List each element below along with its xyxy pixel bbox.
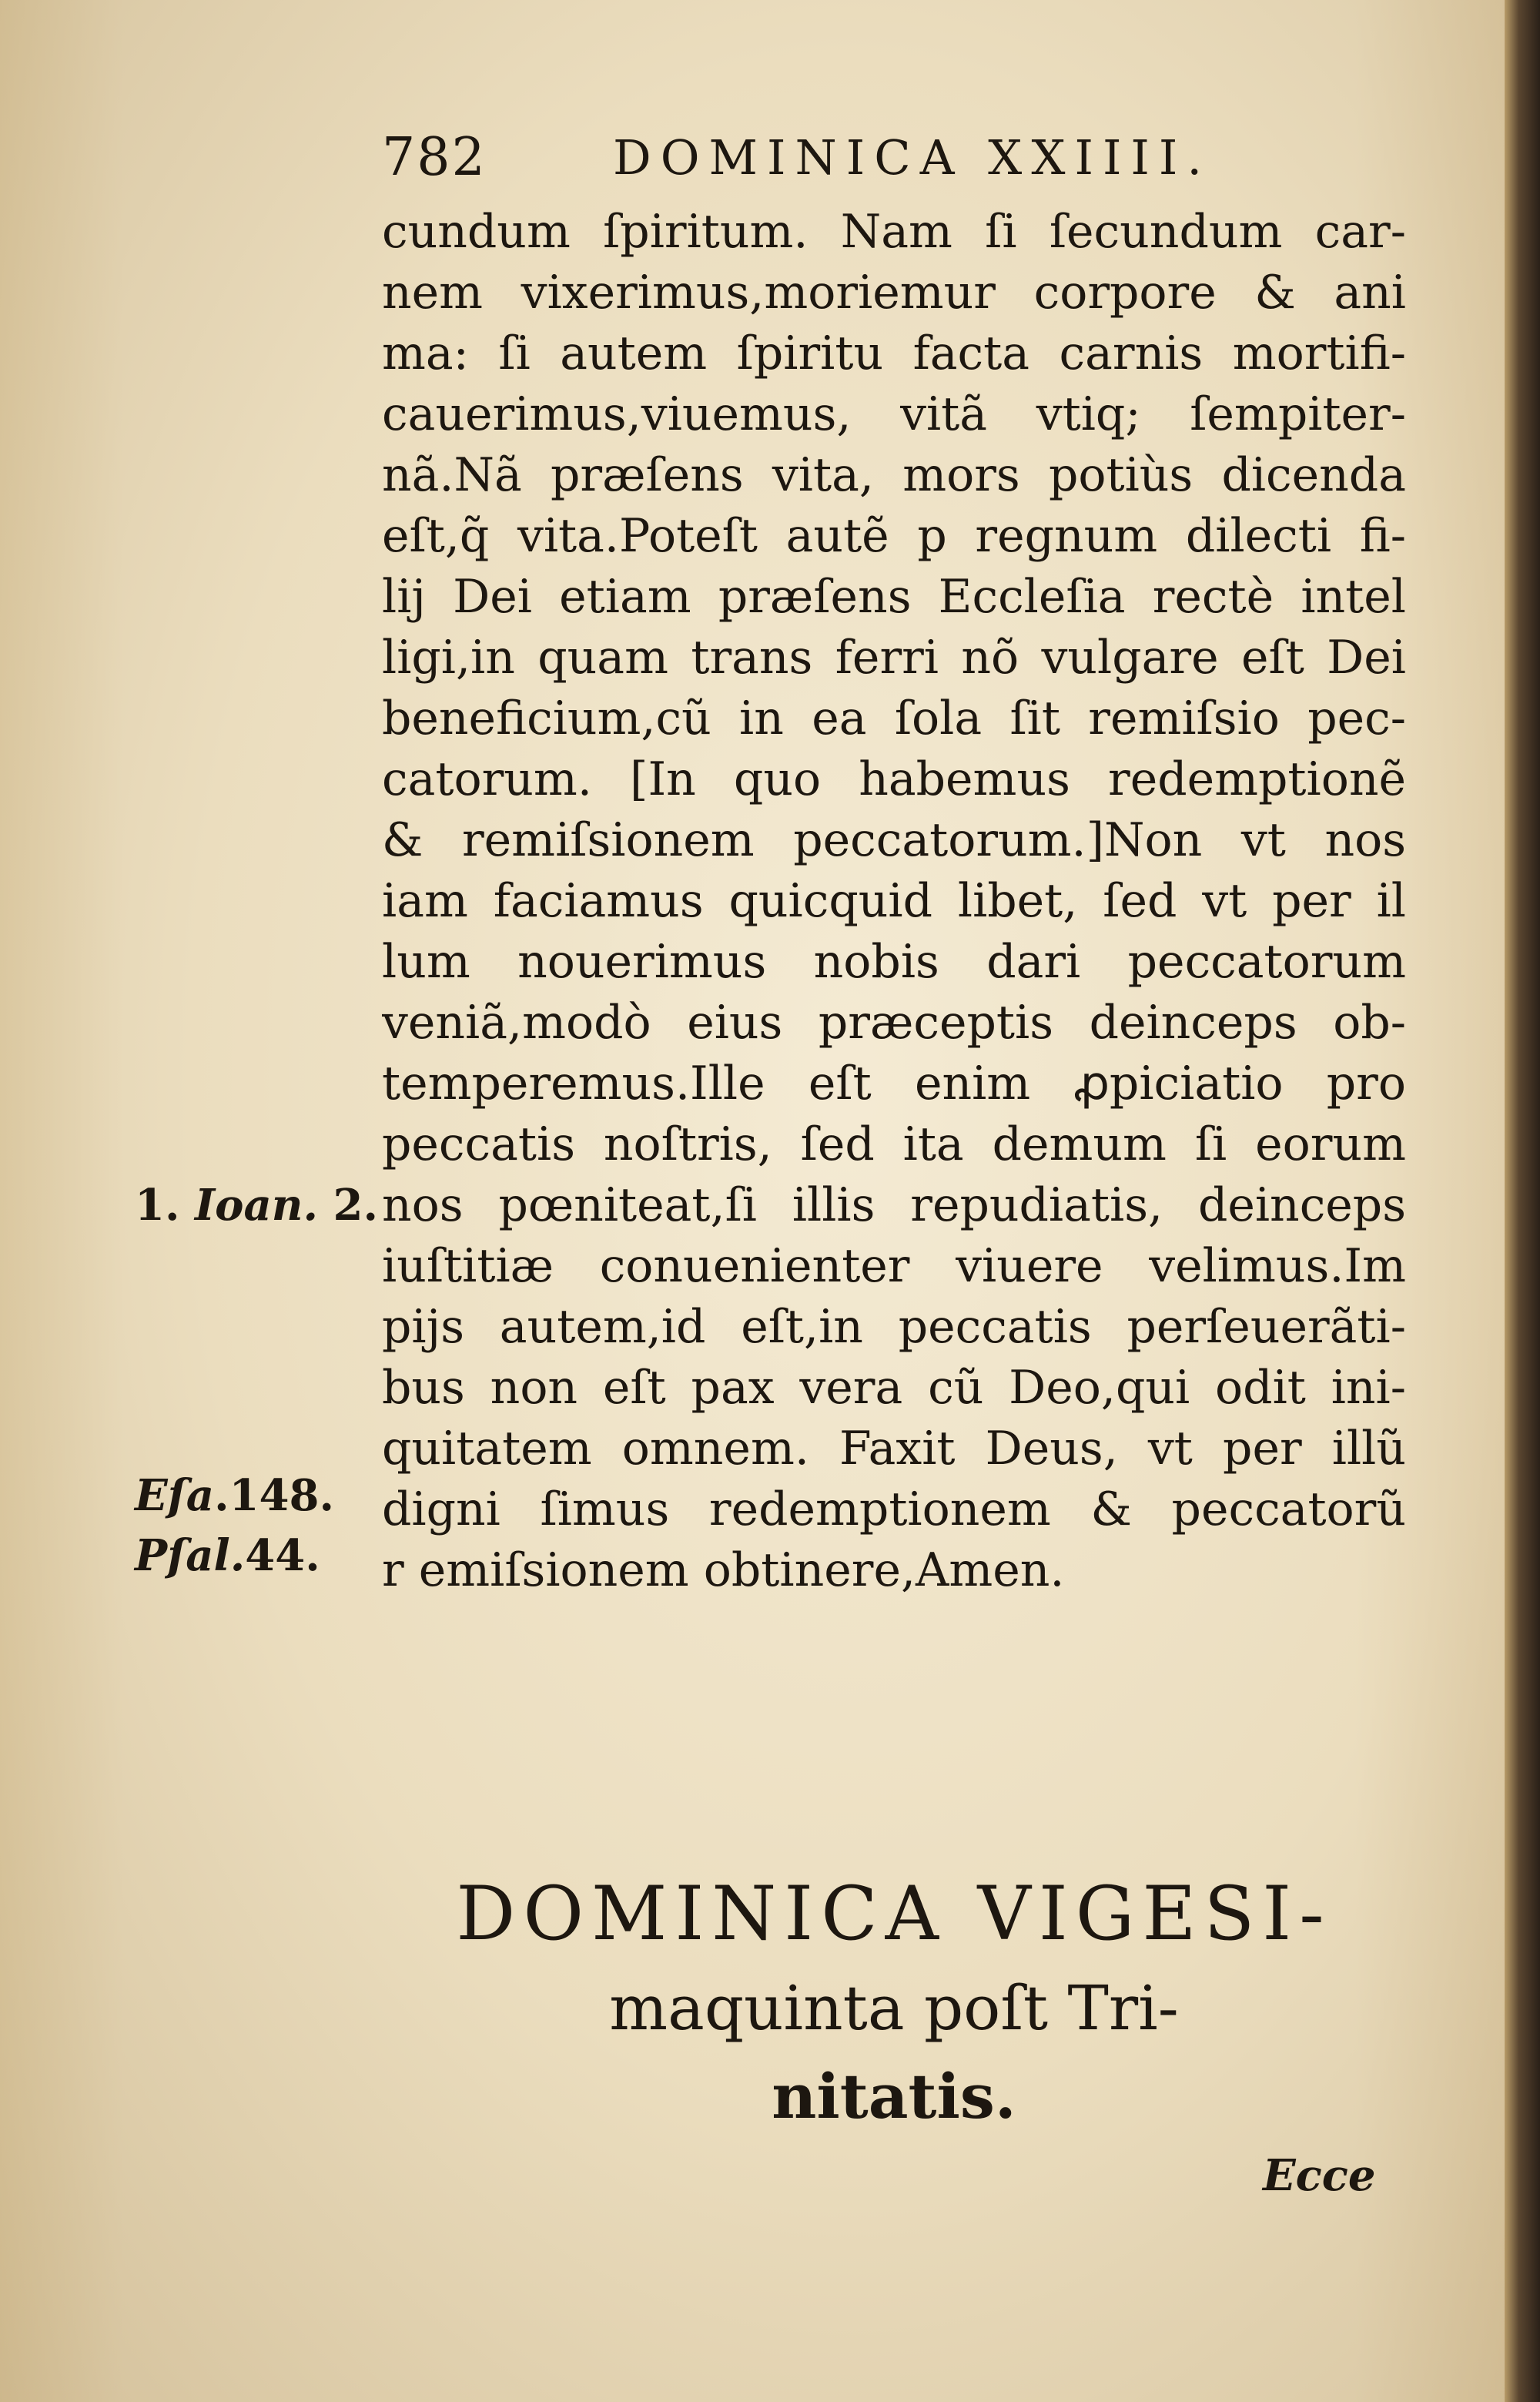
- margin-note-ioan: [135, 1178, 378, 1232]
- text-line: nem vixerimus,moriemur corpore & ani: [382, 266, 1406, 320]
- text-line: iam faciamus quicquid libet, ſed vt per il: [382, 874, 1406, 928]
- text-line: cundum ſpiritum. Nam ſi ſecundum car-: [382, 205, 1406, 259]
- text-line: & remiſsionem peccatorum.]Non vt nos: [382, 813, 1406, 867]
- text-line: ligi,in quam trans ferri nõ vulgare eſt Dei: [382, 631, 1406, 685]
- text-line: quitatem omnem. Faxit Deus, vt per illũ: [382, 1422, 1406, 1476]
- book-gutter: [1505, 0, 1540, 2402]
- text-line: digni ſimus redemptionem & peccatorũ: [382, 1482, 1406, 1536]
- margin-note-book: Pſal.: [135, 1530, 246, 1581]
- catchword: Ecce: [1263, 2150, 1376, 2201]
- text-line: peccatis noſtris, ſed ita demum ſi eorum: [382, 1117, 1406, 1171]
- section-title-line-1: DOMINICA VIGESI-: [456, 1871, 1332, 1957]
- margin-note-psal: [135, 1529, 320, 1583]
- margin-note-esa: [135, 1469, 334, 1523]
- text-line: ma: ſi autem ſpiritu facta carnis mortifi-: [382, 327, 1406, 380]
- text-line: cauerimus,viuemus, vitã vtiq; ſempiter-: [382, 387, 1406, 441]
- page-number: 782: [382, 127, 487, 188]
- margin-note-ref: 44.: [245, 1530, 320, 1581]
- section-title: [382, 1864, 1406, 2141]
- text-line: iuſtitiæ conuenienter viuere velimus.Im: [382, 1239, 1406, 1293]
- text-line: bus non eſt pax vera cũ Deo,qui odit ini-: [382, 1361, 1406, 1415]
- margin-note-ref: .148.: [214, 1470, 334, 1521]
- text-line: catorum. [In quo habemus redemptionẽ: [382, 752, 1406, 806]
- text-line: temperemus.Ille eſt enim ꝓpiciatio pro: [382, 1057, 1406, 1111]
- text-line: eſt,q̃ vita.Poteſt autẽ p regnum dilecti fi-: [382, 509, 1406, 563]
- margin-note-prefix: 1.: [135, 1180, 180, 1231]
- running-title: DOMINICA XXIIII.: [613, 129, 1212, 186]
- text-line: lum nouerimus nobis dari peccatorum: [382, 935, 1406, 989]
- text-line: nã.Nã præſens vita, mors potiùs dicenda: [382, 448, 1406, 502]
- margin-note-book: Eſa: [135, 1470, 215, 1521]
- section-title-line-2: maquinta poſt Tri-: [609, 1972, 1179, 2044]
- text-line: r emiſsionem obtinere,Amen.: [382, 1543, 1065, 1597]
- text-line: veniã,modò eius præceptis deinceps ob-: [382, 996, 1406, 1050]
- text-line: beneficium,cũ in ea ſola ſit remiſsio pec-: [382, 692, 1406, 745]
- margin-note-book: Ioan.: [194, 1180, 319, 1231]
- body-text: [382, 202, 1406, 1601]
- margin-note-ref: 2.: [333, 1180, 378, 1231]
- text-line: pijs autem,id eſt,in peccatis perſeuerãti-: [382, 1300, 1406, 1354]
- section-title-line-3: nitatis.: [772, 2060, 1016, 2132]
- text-line: nos pœniteat,ſi illis repudiatis, deinceps: [382, 1178, 1406, 1232]
- text-line: lij Dei etiam præſens Eccleſia rectè intel: [382, 570, 1406, 624]
- running-head: [382, 123, 1406, 193]
